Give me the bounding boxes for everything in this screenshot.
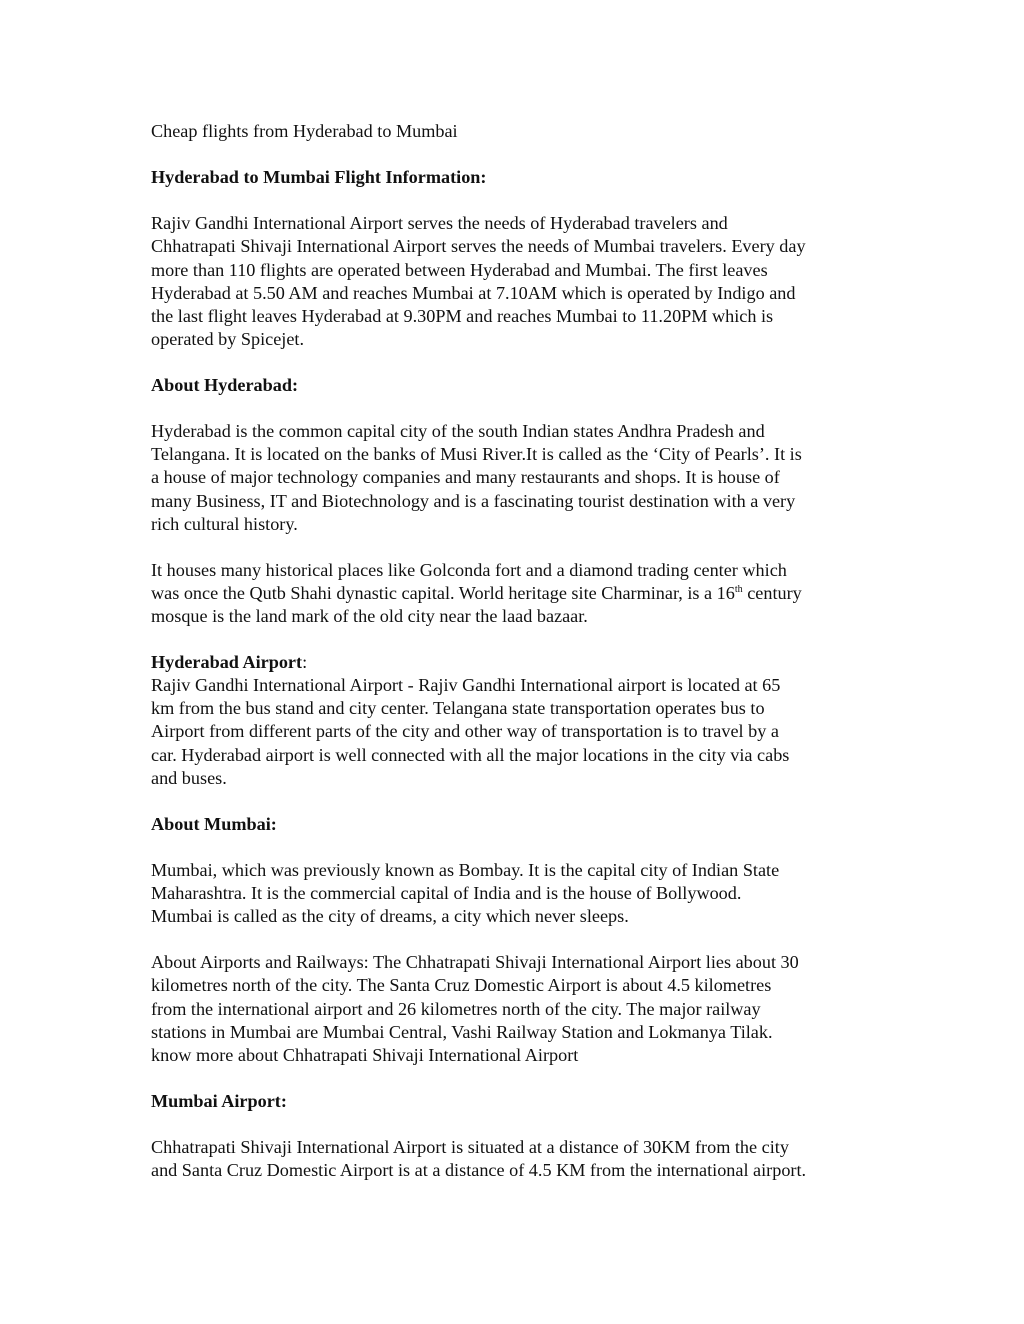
heading-colon: :	[302, 652, 308, 673]
text-line: know more about Chhatrapati Shivaji International Airport	[151, 1044, 579, 1065]
text-line: more than 110 flights are operated between Hyderabad and Mumbai. The first leaves	[151, 259, 768, 280]
text-line: kilometres north of the city. The Santa Cruz Domestic Airport is about 4.5 kilometres	[151, 975, 772, 996]
text-line: Airport from different parts of the city and other way of transportation is to travel by a	[151, 721, 779, 742]
document-page	[151, 120, 891, 1205]
text-line: Telangana. It is located on the banks of Musi River.It is called as the ‘City of Pearls’. It is	[151, 444, 802, 465]
text-line: and Santa Cruz Domestic Airport is at a distance of 4.5 KM from the international airport.	[151, 1160, 807, 1181]
flight-info-paragraph	[151, 212, 891, 351]
mumbai-airport-paragraph	[151, 1136, 891, 1182]
airports-railways-paragraph	[151, 951, 891, 1066]
text-line: Rajiv Gandhi International Airport serves the needs of Hyderabad travelers and	[151, 213, 728, 234]
text-line: stations in Mumbai are Mumbai Central, Vashi Railway Station and Lokmanya Tilak.	[151, 1021, 773, 1042]
text-line: Hyderabad is the common capital city of the south Indian states Andhra Pradesh and	[151, 421, 765, 442]
hyderabad-airport-heading	[151, 651, 891, 674]
about-mumbai-heading: About Mumbai:	[151, 813, 277, 834]
about-hyderabad-paragraph	[151, 420, 891, 535]
text-line: Chhatrapati Shivaji International Airport serves the needs of Mumbai travelers. Every day	[151, 236, 806, 257]
about-hyderabad-heading: About Hyderabad:	[151, 375, 299, 396]
text-line: operated by Spicejet.	[151, 328, 305, 349]
text-line: mosque is the land mark of the old city near the laad bazaar.	[151, 605, 588, 626]
text-line: many Business, IT and Biotechnology and is a fascinating tourist destination with a very	[151, 490, 796, 511]
text-line: Mumbai, which was previously known as Bombay. It is the capital city of Indian State	[151, 860, 780, 880]
text-line-with-superscript	[151, 582, 891, 605]
hyderabad-history-paragraph	[151, 559, 891, 628]
text-line: Mumbai is called as the city of dreams, a city which never sleeps.	[151, 906, 629, 927]
text-line: and buses.	[151, 767, 227, 788]
ordinal-superscript: th	[734, 583, 743, 595]
text-line: About Airports and Railways: The Chhatrapati Shivaji International Airport lies about 30	[151, 952, 799, 973]
text-line: Chhatrapati Shivaji International Airport is situated at a distance of 30KM from the city	[151, 1137, 789, 1158]
text-line: Rajiv Gandhi International Airport - Rajiv Gandhi International airport is located at 65	[151, 675, 781, 696]
flight-info-heading: Hyderabad to Mumbai Flight Information:	[151, 167, 487, 188]
text-line: a house of major technology companies and many restaurants and shops. It is house of	[151, 467, 780, 488]
text-line: Hyderabad at 5.50 AM and reaches Mumbai at 7.10AM which is operated by Indigo and	[151, 282, 796, 303]
text-line: rich cultural history.	[151, 513, 298, 534]
text-line: the last flight leaves Hyderabad at 9.30PM and reaches Mumbai to 11.20PM which is	[151, 305, 774, 326]
document-title	[151, 120, 891, 143]
title-text: Cheap flights from Hyderabad to Mumbai	[151, 121, 458, 141]
text-fragment: century	[742, 582, 802, 603]
text-line: car. Hyderabad airport is well connected with all the major locations in the city via cabs	[151, 744, 790, 765]
hyderabad-airport-paragraph	[151, 674, 891, 789]
text-line: It houses many historical places like Golconda fort and a diamond trading center which	[151, 559, 787, 580]
mumbai-airport-heading: Mumbai Airport:	[151, 1090, 287, 1111]
heading-text: Hyderabad Airport	[151, 652, 303, 673]
text-line: km from the bus stand and city center. Telangana state transportation operates bus to	[151, 698, 765, 719]
text-line: from the international airport and 26 kilometres north of the city. The major railway	[151, 998, 761, 1019]
text-fragment: was once the Qutb Shahi dynastic capital. World heritage site Charminar, is a 16	[151, 582, 735, 603]
text-line: Maharashtra. It is the commercial capital of India and is the house of Bollywood.	[151, 883, 742, 904]
about-mumbai-paragraph	[151, 859, 891, 928]
